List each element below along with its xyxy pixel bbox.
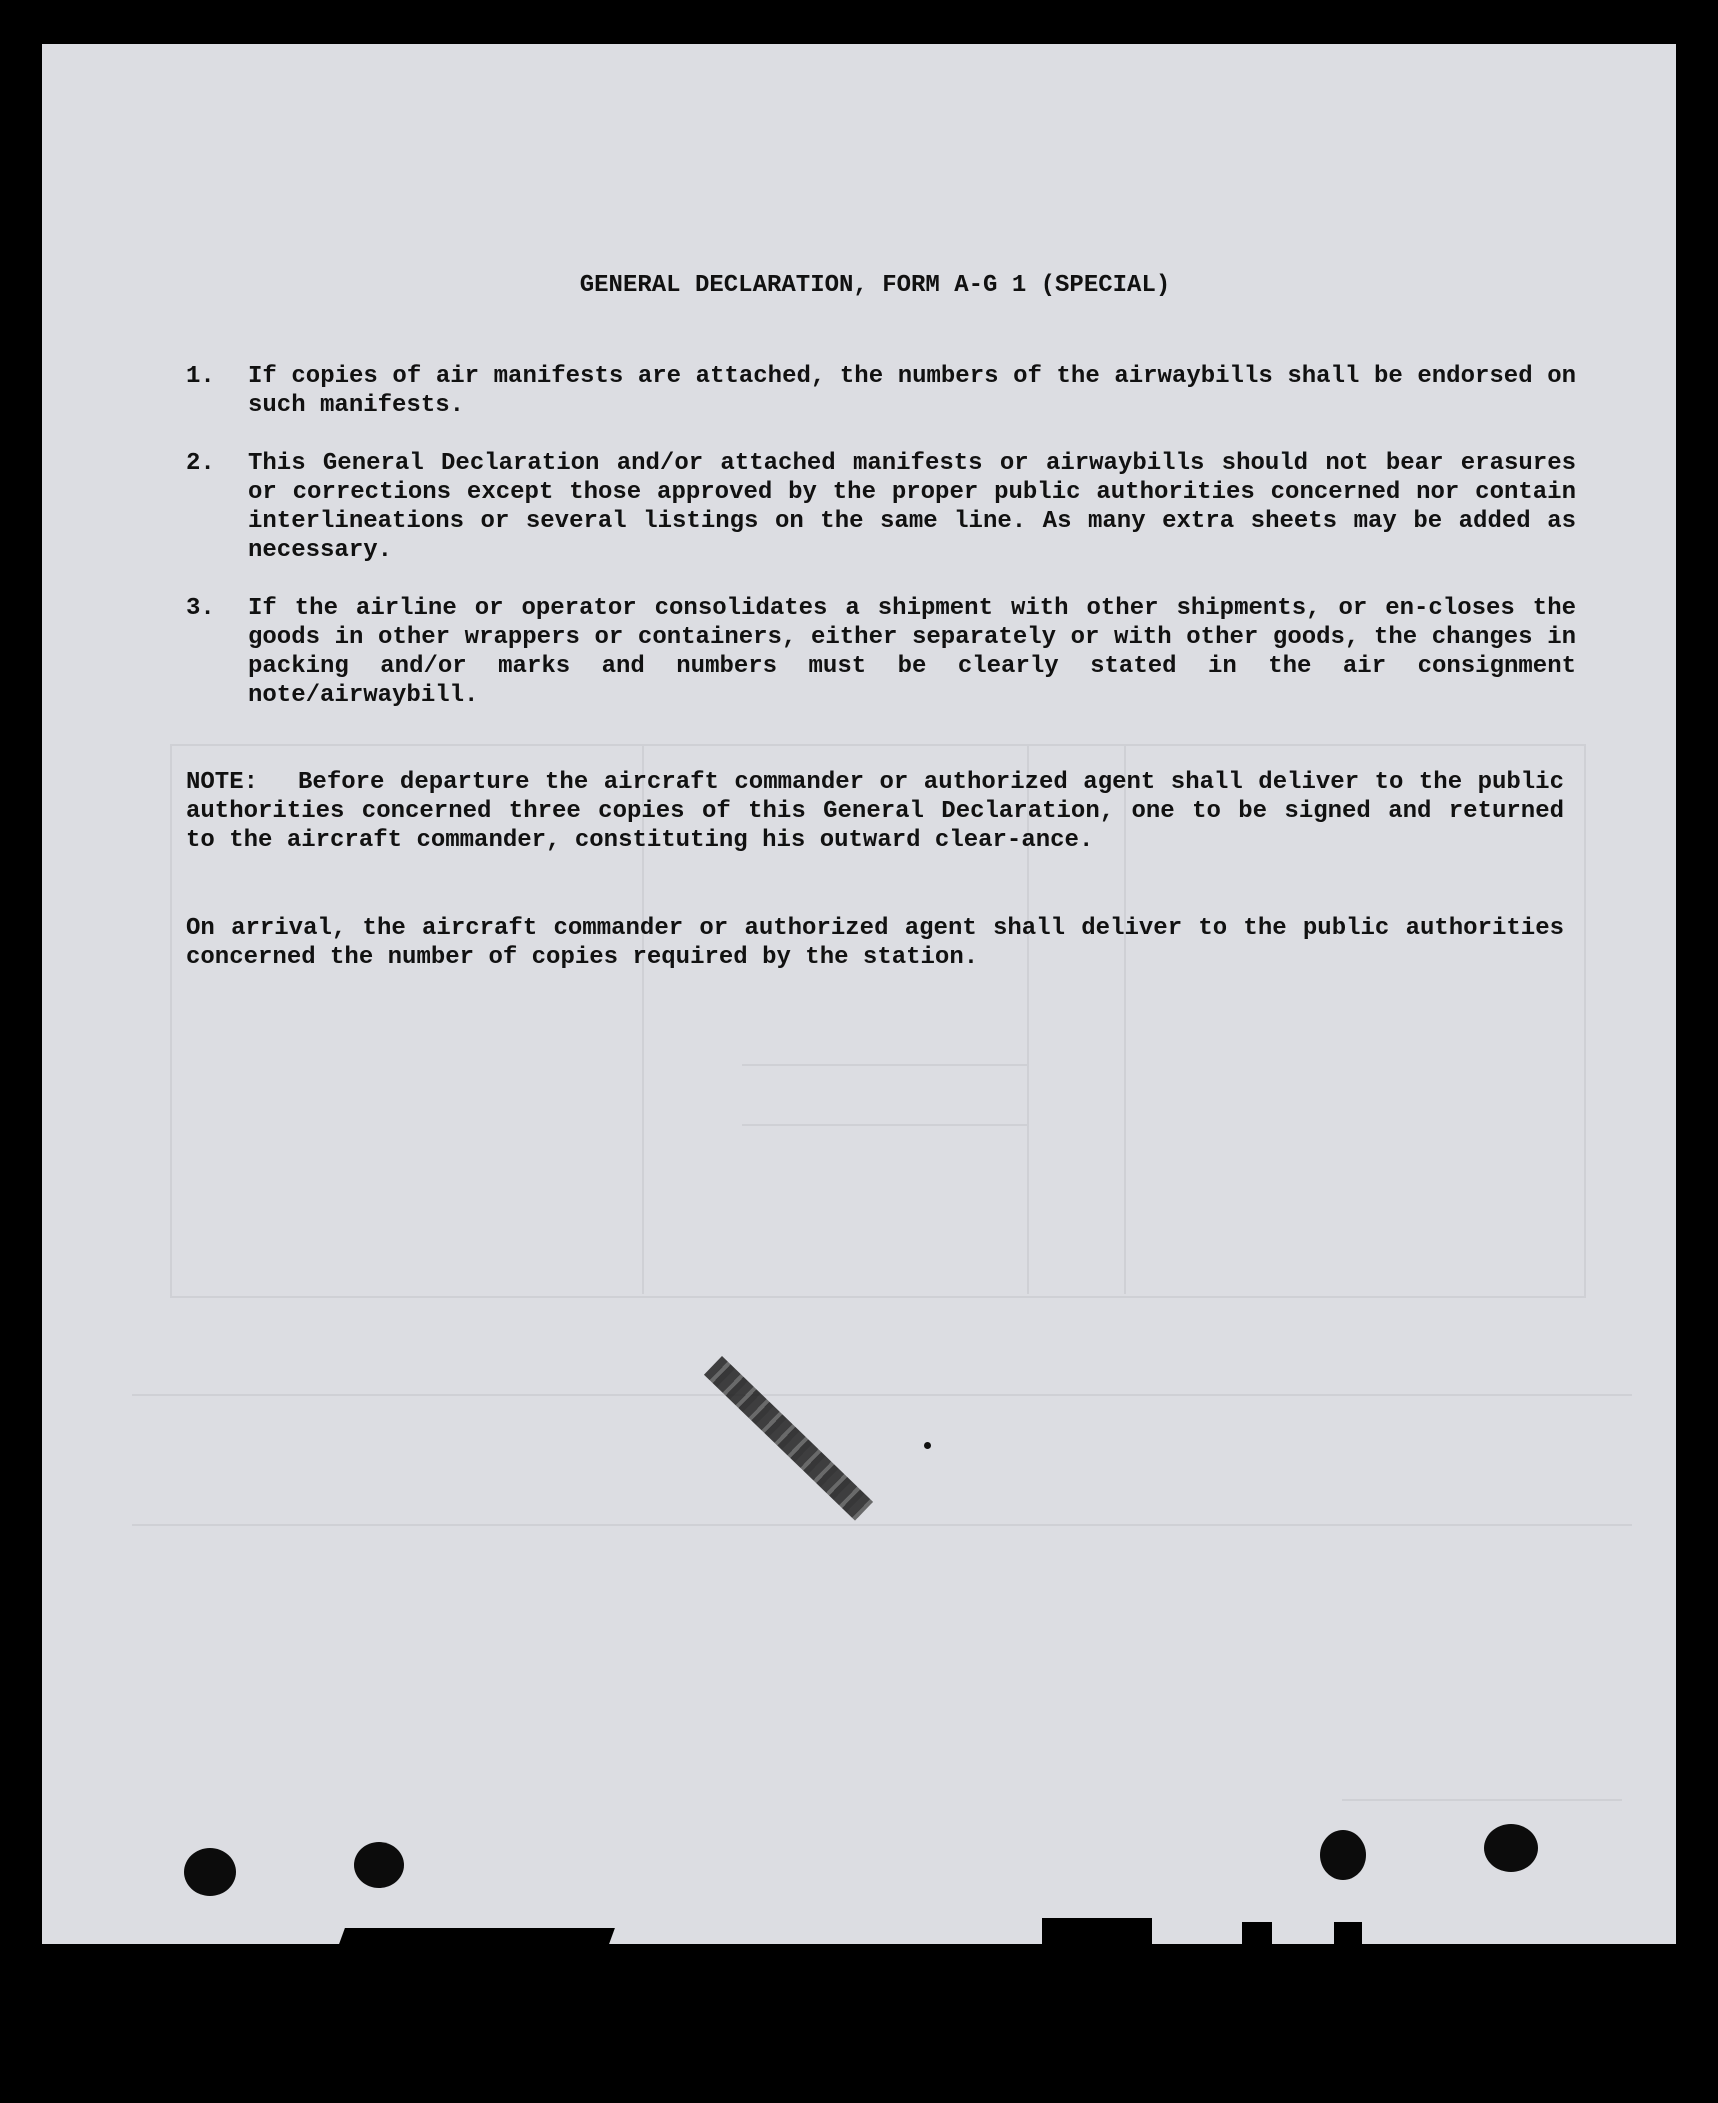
bleed-through-row xyxy=(1342,1799,1622,1801)
note-paragraph xyxy=(186,768,1564,855)
arrival-paragraph: On arrival, the aircraft commander or authorized agent shall deliver to the public authorities concerned the number of copies required by the station. xyxy=(186,915,1564,971)
punch-hole xyxy=(354,1842,404,1888)
instruction-item xyxy=(186,594,1576,710)
note-label: NOTE: xyxy=(186,769,259,796)
note-text: Before departure the aircraft commander or authorized agent shall deliver to the public authorities concerned three copies of this General Declaration, one to be signed and returned to the aircraft commander, constituting his outward clear-ance. xyxy=(186,769,1564,854)
instruction-number: 3. xyxy=(186,595,215,622)
page-title: GENERAL DECLARATION, FORM A-G 1 (SPECIAL) xyxy=(579,272,1171,299)
punch-hole xyxy=(1320,1830,1366,1880)
instruction-text: If the airline or operator consolidates a shipment with other shipments, or en-closes the goods in other wrappers or containers, either separately or with other goods, the changes in packing and/or marks and numbers must be clearly stated in the air consignment note/airwaybill. xyxy=(248,595,1576,709)
bleed-through-row xyxy=(742,1124,1027,1126)
instruction-number: 2. xyxy=(186,450,215,477)
instruction-item xyxy=(186,449,1576,565)
punch-hole xyxy=(1484,1824,1538,1872)
bleed-through-row xyxy=(132,1394,1632,1396)
bleed-through-row xyxy=(742,1064,1027,1066)
edge-tear xyxy=(1334,1922,1362,1944)
document-sheet xyxy=(42,44,1676,1944)
ink-stamp xyxy=(704,1356,873,1521)
instruction-number: 1. xyxy=(186,363,215,390)
ink-speck xyxy=(924,1442,931,1449)
punch-hole xyxy=(184,1848,236,1896)
edge-tear xyxy=(1042,1918,1152,1944)
edge-tear xyxy=(1242,1922,1272,1944)
bleed-through-row xyxy=(132,1524,1632,1526)
instruction-text: This General Declaration and/or attached manifests or airwaybills should not bear erasures or corrections except those approved by the proper public authorities concerned nor contain interlineations or several listings on the same line. As many extra sheets may be added as necessary. xyxy=(248,450,1576,564)
instruction-item xyxy=(186,362,1576,420)
edge-tear xyxy=(339,1928,615,1944)
instruction-text: If copies of air manifests are attached, the numbers of the airwaybills shall be endorsed on such manifests. xyxy=(248,363,1576,419)
